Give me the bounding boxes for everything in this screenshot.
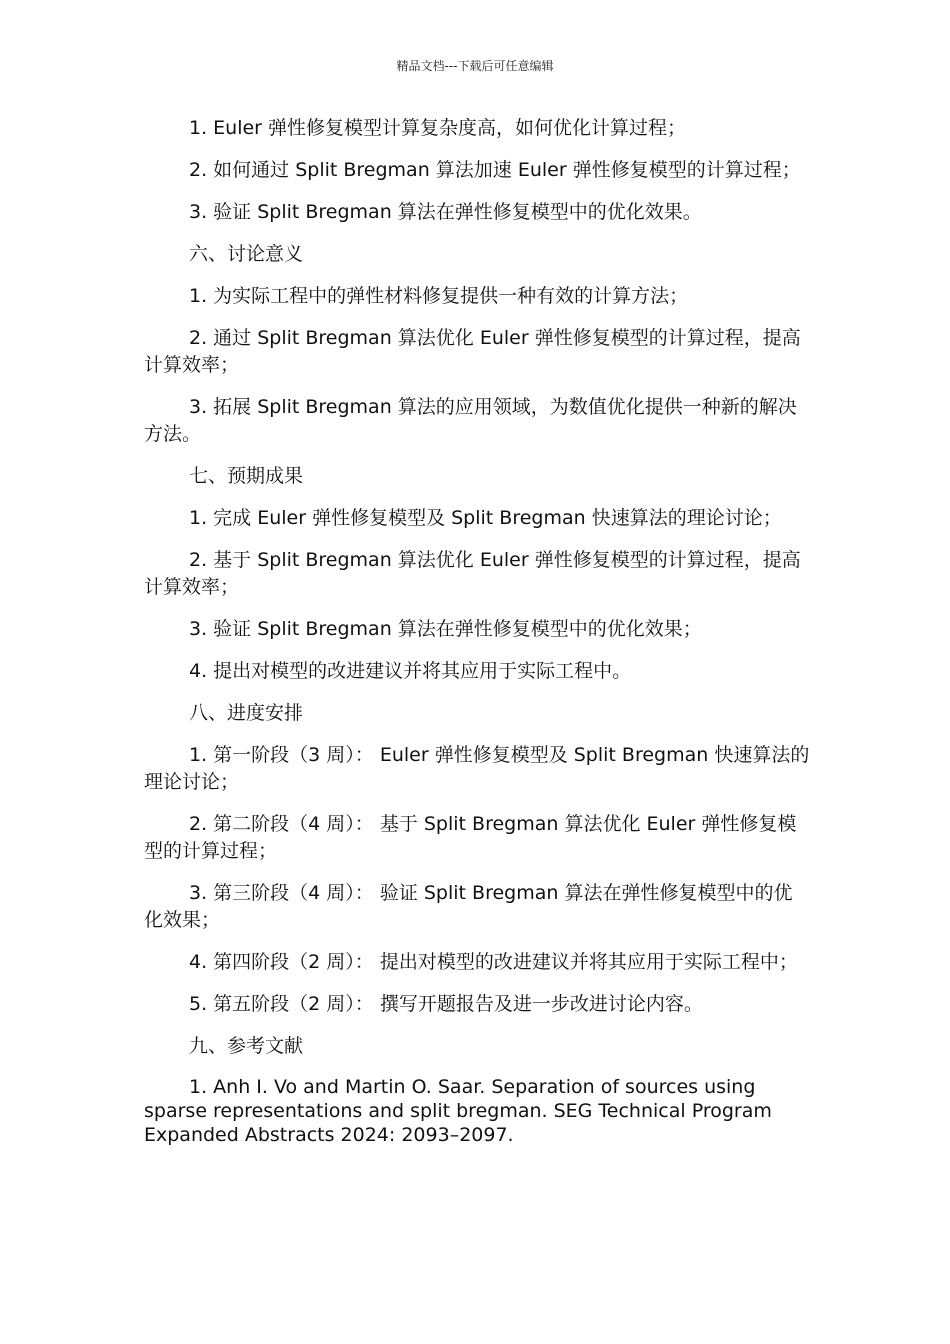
- section-heading: 八、进度安排: [189, 702, 304, 724]
- paragraph: 2. 通过 Split Bregman 算法优化 Euler 弹性修复模型的计算过程，提高计算效率；: [144, 327, 801, 376]
- paragraph: 3. 拓展 Split Bregman 算法的应用领域，为数值优化提供一种新的解决方法。: [144, 396, 797, 445]
- document-body: [144, 115, 810, 1147]
- paragraph: 2. 如何通过 Split Bregman 算法加速 Euler 弹性修复模型的计算过程；: [189, 159, 801, 181]
- paragraph: 1. 完成 Euler 弹性修复模型及 Split Bregman 快速算法的理论讨论；: [189, 507, 782, 529]
- paragraph: 1. 为实际工程中的弹性材料修复提供一种有效的计算方法；: [189, 285, 689, 307]
- paragraph: 1. Euler 弹性修复模型计算复杂度高，如何优化计算过程；: [189, 117, 687, 139]
- section-heading: 七、预期成果: [189, 465, 304, 487]
- paragraph: 3. 第三阶段（4 周）： 验证 Split Bregman 算法在弹性修复模型中的优化效果；: [144, 882, 793, 931]
- section-heading: 九、参考文献: [189, 1035, 304, 1057]
- paragraph: 3. 验证 Split Bregman 算法在弹性修复模型中的优化效果。: [189, 201, 702, 223]
- paragraph: 2. 基于 Split Bregman 算法优化 Euler 弹性修复模型的计算过程，提高计算效率；: [144, 549, 801, 598]
- reference-entry: 1. Anh I. Vo and Martin O. Saar. Separation of sources using sparse representations and split bregman. SEG Technical Program Expanded Abstracts 2024: 2093–2097.: [144, 1076, 772, 1146]
- page-header: 精品文档---下载后可任意编辑: [396, 59, 554, 73]
- paragraph: 2. 第二阶段（4 周）： 基于 Split Bregman 算法优化 Euler 弹性修复模型的计算过程；: [144, 813, 797, 862]
- paragraph: 4. 第四阶段（2 周）： 提出对模型的改进建议并将其应用于实际工程中；: [189, 951, 798, 973]
- section-heading: 六、讨论意义: [189, 243, 304, 265]
- paragraph: 3. 验证 Split Bregman 算法在弹性修复模型中的优化效果；: [189, 618, 702, 640]
- paragraph: 1. 第一阶段（3 周）： Euler 弹性修复模型及 Split Bregman 快速算法的理论讨论；: [144, 744, 810, 793]
- paragraph: 5. 第五阶段（2 周）： 撰写开题报告及进一步改进讨论内容。: [189, 993, 703, 1015]
- paragraph: 4. 提出对模型的改进建议并将其应用于实际工程中。: [189, 660, 632, 682]
